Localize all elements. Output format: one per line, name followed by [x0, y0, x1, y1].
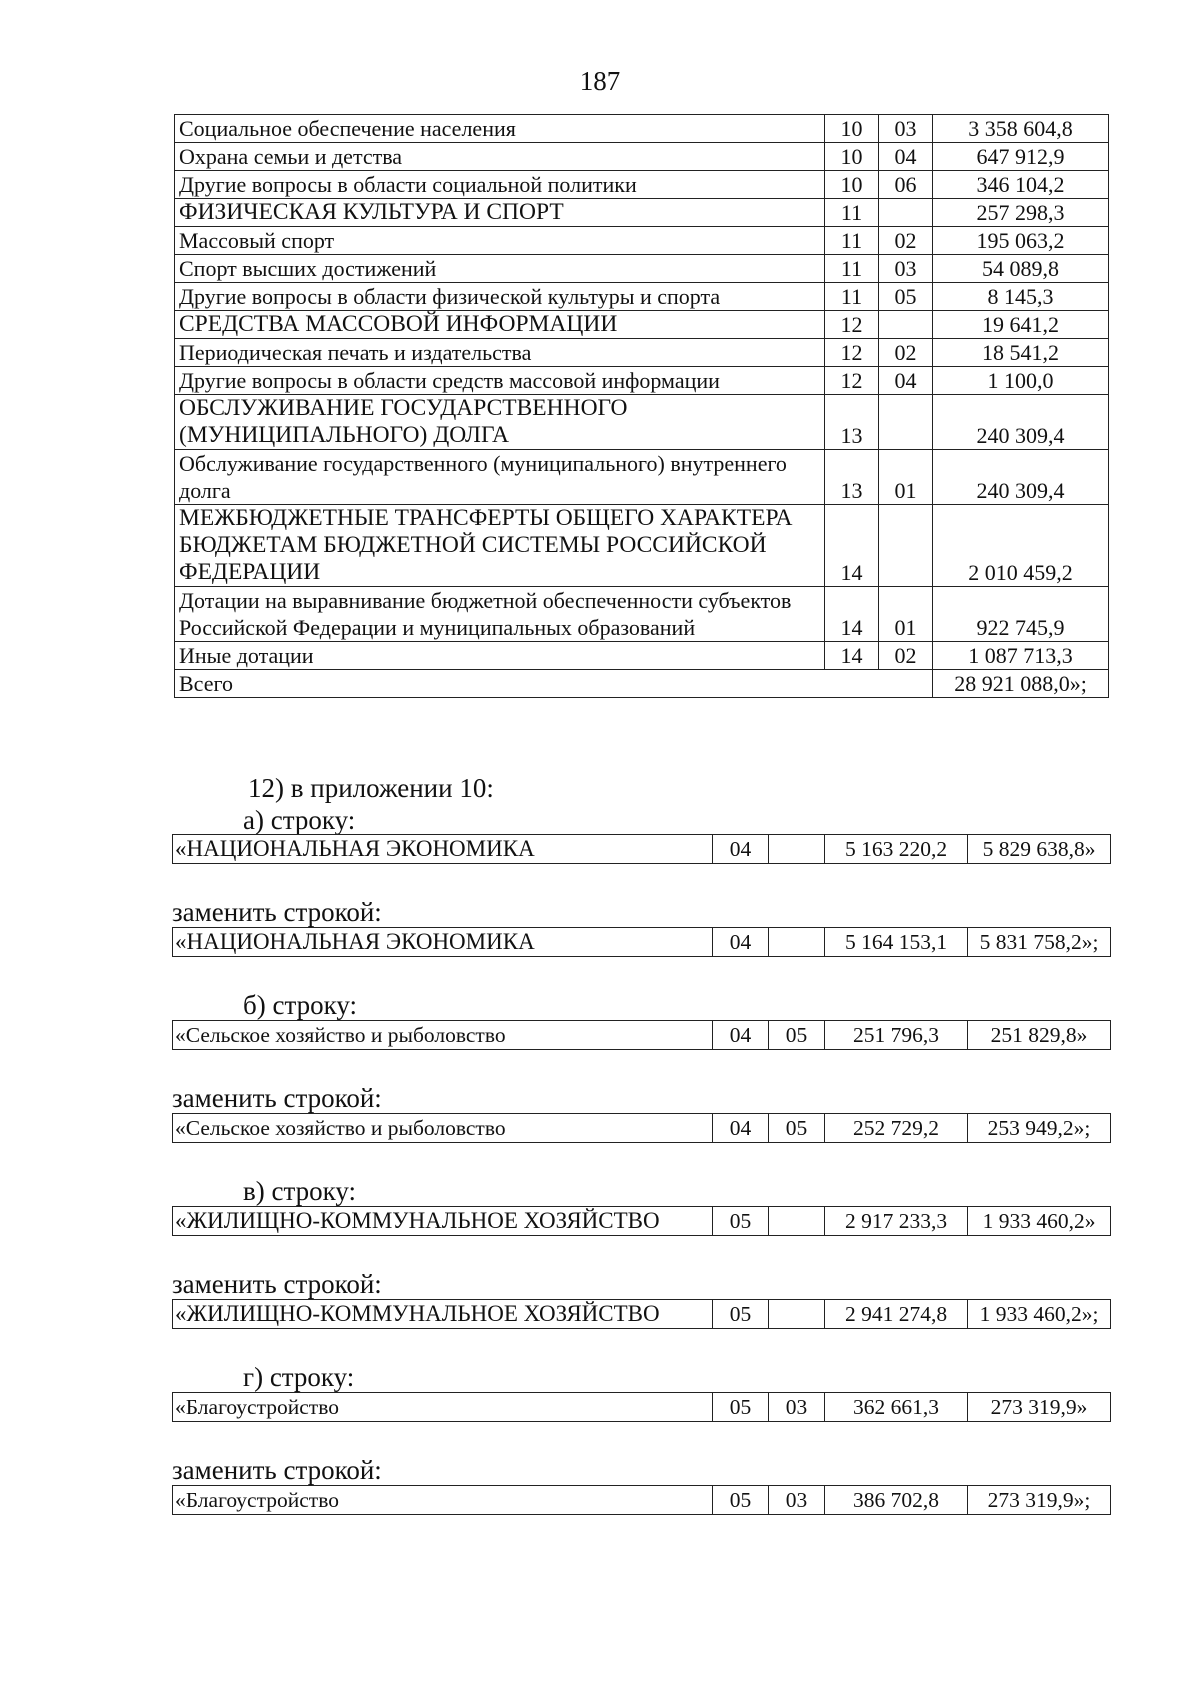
row-section-code: 12	[825, 367, 879, 395]
row-subsection-code: 05	[769, 1021, 825, 1050]
row-name: Обслуживание государственного (муниципального) внутреннего долга	[175, 450, 825, 505]
row-section-code: 12	[825, 311, 879, 339]
table-row	[173, 1300, 1111, 1329]
row-section-code: 10	[825, 115, 879, 143]
new-row-table	[172, 1113, 1111, 1143]
row-section-code: 11	[825, 255, 879, 283]
row-amount-2: 273 319,9»	[968, 1393, 1111, 1422]
row-subsection-code: 04	[879, 143, 933, 171]
table-row	[175, 642, 1109, 670]
row-name: Массовый спорт	[175, 227, 825, 255]
row-amount-2: 1 933 460,2»	[968, 1207, 1111, 1236]
table-row	[175, 311, 1109, 339]
row-name: «ЖИЛИЩНО-КОММУНАЛЬНОЕ ХОЗЯЙСТВО	[173, 1300, 713, 1329]
row-name: СРЕДСТВА МАССОВОЙ ИНФОРМАЦИИ	[175, 311, 825, 339]
old-row-table	[172, 1392, 1111, 1422]
row-amount-2: 273 319,9»;	[968, 1486, 1111, 1515]
new-row-table	[172, 927, 1111, 957]
replace-label: заменить строкой:	[172, 1083, 382, 1113]
budget-table	[174, 114, 1109, 698]
row-name: «Благоустройство	[173, 1486, 713, 1515]
row-section-code: 10	[825, 143, 879, 171]
row-amount: 346 104,2	[933, 171, 1109, 199]
row-amount-2: 251 829,8»	[968, 1021, 1111, 1050]
row-subsection-code: 02	[879, 642, 933, 670]
row-subsection-code: 06	[879, 171, 933, 199]
table-row	[173, 1393, 1111, 1422]
row-name: Социальное обеспечение населения	[175, 115, 825, 143]
replace-label: заменить строкой:	[172, 1455, 382, 1485]
row-section-code: 11	[825, 283, 879, 311]
row-subsection-code	[769, 928, 825, 957]
row-name: Периодическая печать и издательства	[175, 339, 825, 367]
row-amount-2: 5 829 638,8»	[968, 835, 1111, 864]
row-section-code: 04	[713, 928, 769, 957]
row-amount: 922 745,9	[933, 587, 1109, 642]
row-amount: 19 641,2	[933, 311, 1109, 339]
table-row	[175, 450, 1109, 505]
table-row	[175, 505, 1109, 587]
row-subsection-code	[879, 505, 933, 587]
row-section-code: 05	[713, 1300, 769, 1329]
row-section-code: 04	[713, 835, 769, 864]
row-section-code: 14	[825, 587, 879, 642]
row-name: «Сельское хозяйство и рыболовство	[173, 1114, 713, 1143]
block-g-label: г) строку:	[243, 1362, 355, 1392]
row-section-code: 05	[713, 1207, 769, 1236]
table-total-row	[175, 670, 1109, 698]
new-row-table	[172, 1485, 1111, 1515]
block-a-label: а) строку:	[243, 805, 356, 835]
total-amount: 28 921 088,0»;	[933, 670, 1109, 698]
row-name: ФИЗИЧЕСКАЯ КУЛЬТУРА И СПОРТ	[175, 199, 825, 227]
row-name: «НАЦИОНАЛЬНАЯ ЭКОНОМИКА	[173, 928, 713, 957]
row-section-code: 04	[713, 1114, 769, 1143]
row-amount: 1 100,0	[933, 367, 1109, 395]
row-section-code: 14	[825, 505, 879, 587]
row-amount-2: 253 949,2»;	[968, 1114, 1111, 1143]
table-row	[173, 1114, 1111, 1143]
row-section-code: 04	[713, 1021, 769, 1050]
row-name: «Сельское хозяйство и рыболовство	[173, 1021, 713, 1050]
replace-label: заменить строкой:	[172, 1269, 382, 1299]
row-name: «НАЦИОНАЛЬНАЯ ЭКОНОМИКА	[173, 835, 713, 864]
row-name: Спорт высших достижений	[175, 255, 825, 283]
table-row	[175, 367, 1109, 395]
budget-table-body	[175, 115, 1109, 698]
row-amount: 257 298,3	[933, 199, 1109, 227]
table-row	[175, 587, 1109, 642]
row-section-code: 12	[825, 339, 879, 367]
block-v-label: в) строку:	[243, 1176, 356, 1206]
table-row	[173, 928, 1111, 957]
row-subsection-code: 01	[879, 450, 933, 505]
table-row	[173, 835, 1111, 864]
appendix-heading: 12) в приложении 10:	[248, 773, 494, 803]
row-section-code: 05	[713, 1393, 769, 1422]
row-amount-1: 362 661,3	[825, 1393, 968, 1422]
row-amount-2: 5 831 758,2»;	[968, 928, 1111, 957]
row-amount: 647 912,9	[933, 143, 1109, 171]
table-row	[175, 199, 1109, 227]
row-section-code: 11	[825, 199, 879, 227]
row-amount: 2 010 459,2	[933, 505, 1109, 587]
replace-label: заменить строкой:	[172, 897, 382, 927]
row-section-code: 14	[825, 642, 879, 670]
table-row	[175, 227, 1109, 255]
table-row	[173, 1021, 1111, 1050]
row-name: Другие вопросы в области средств массовой информации	[175, 367, 825, 395]
row-name: МЕЖБЮДЖЕТНЫЕ ТРАНСФЕРТЫ ОБЩЕГО ХАРАКТЕРА БЮДЖЕТАМ БЮДЖЕТНОЙ СИСТЕМЫ РОССИЙСКОЙ ФЕДЕРАЦИИ	[175, 505, 825, 587]
row-subsection-code	[879, 311, 933, 339]
table-row	[175, 171, 1109, 199]
row-subsection-code: 05	[769, 1114, 825, 1143]
row-subsection-code	[769, 1207, 825, 1236]
old-row-table	[172, 834, 1111, 864]
row-name: Другие вопросы в области социальной политики	[175, 171, 825, 199]
row-subsection-code	[879, 395, 933, 450]
row-amount-1: 386 702,8	[825, 1486, 968, 1515]
row-name: «Благоустройство	[173, 1393, 713, 1422]
row-subsection-code: 03	[879, 115, 933, 143]
row-amount-2: 1 933 460,2»;	[968, 1300, 1111, 1329]
row-amount: 240 309,4	[933, 450, 1109, 505]
row-subsection-code	[769, 1300, 825, 1329]
row-amount: 240 309,4	[933, 395, 1109, 450]
row-section-code: 05	[713, 1486, 769, 1515]
row-amount-1: 2 941 274,8	[825, 1300, 968, 1329]
row-amount-1: 5 164 153,1	[825, 928, 968, 957]
table-row	[173, 1207, 1111, 1236]
row-name: Дотации на выравнивание бюджетной обеспеченности субъектов Российской Федерации и муниципальных образований	[175, 587, 825, 642]
old-row-table	[172, 1206, 1111, 1236]
row-subsection-code: 04	[879, 367, 933, 395]
old-row-table	[172, 1020, 1111, 1050]
row-subsection-code: 05	[879, 283, 933, 311]
row-subsection-code: 03	[769, 1393, 825, 1422]
row-subsection-code: 01	[879, 587, 933, 642]
row-subsection-code	[879, 199, 933, 227]
row-subsection-code: 02	[879, 227, 933, 255]
row-name: Охрана семьи и детства	[175, 143, 825, 171]
row-amount-1: 251 796,3	[825, 1021, 968, 1050]
row-subsection-code: 03	[769, 1486, 825, 1515]
page-number: 187	[579, 66, 621, 96]
row-subsection-code	[769, 835, 825, 864]
row-amount-1: 5 163 220,2	[825, 835, 968, 864]
row-amount: 54 089,8	[933, 255, 1109, 283]
row-amount: 3 358 604,8	[933, 115, 1109, 143]
row-subsection-code: 03	[879, 255, 933, 283]
total-label: Всего	[175, 670, 933, 698]
row-amount: 18 541,2	[933, 339, 1109, 367]
row-name: Иные дотации	[175, 642, 825, 670]
table-row	[175, 255, 1109, 283]
row-section-code: 11	[825, 227, 879, 255]
table-row	[173, 1486, 1111, 1515]
table-row	[175, 115, 1109, 143]
row-amount-1: 2 917 233,3	[825, 1207, 968, 1236]
table-row	[175, 283, 1109, 311]
row-name: ОБСЛУЖИВАНИЕ ГОСУДАРСТВЕННОГО (МУНИЦИПАЛЬНОГО) ДОЛГА	[175, 395, 825, 450]
row-section-code: 13	[825, 395, 879, 450]
row-amount-1: 252 729,2	[825, 1114, 968, 1143]
row-amount: 8 145,3	[933, 283, 1109, 311]
row-name: Другие вопросы в области физической культуры и спорта	[175, 283, 825, 311]
table-row	[175, 339, 1109, 367]
row-amount: 195 063,2	[933, 227, 1109, 255]
row-section-code: 10	[825, 171, 879, 199]
block-b-label: б) строку:	[243, 990, 357, 1020]
row-name: «ЖИЛИЩНО-КОММУНАЛЬНОЕ ХОЗЯЙСТВО	[173, 1207, 713, 1236]
new-row-table	[172, 1299, 1111, 1329]
row-section-code: 13	[825, 450, 879, 505]
table-row	[175, 143, 1109, 171]
row-amount: 1 087 713,3	[933, 642, 1109, 670]
table-row	[175, 395, 1109, 450]
row-subsection-code: 02	[879, 339, 933, 367]
